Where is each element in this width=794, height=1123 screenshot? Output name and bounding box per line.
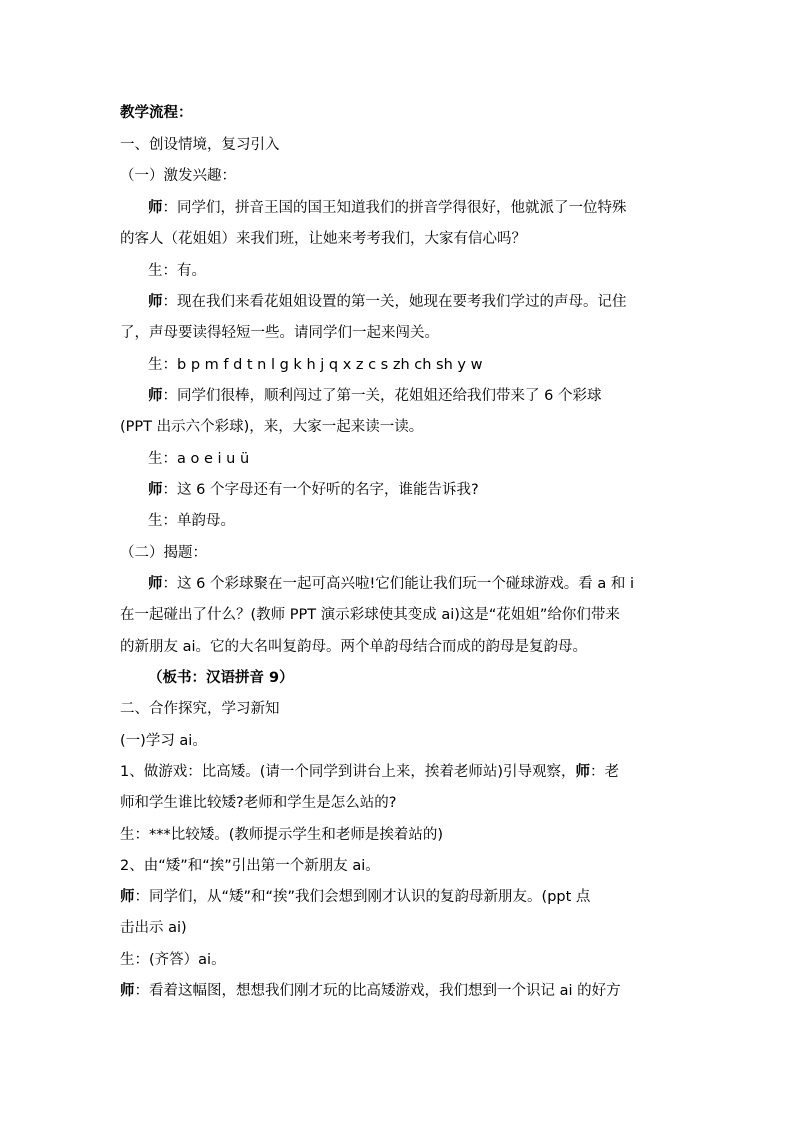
dialogue-text: ：现在我们来看花姐姐设置的第一关，她现在要考我们学过的声母。记住 [162, 294, 627, 310]
dialogue-text: ：单韵母。 [162, 513, 235, 529]
dialogue-text: ：同学们很棒，顺利闯过了第一关，花姐姐还给我们带来了 6 个彩球 [162, 388, 602, 404]
dialogue-text: ：b p m f d t n l g k h j q x z c s zh ch sh y w [162, 357, 483, 373]
dialogue-continuation: 的新朋友 ai。它的大名叫复韵母。两个单韵母结合而成的韵母是复韵母。 [120, 639, 588, 655]
dialogue-text: ：a o e i u ü [162, 451, 250, 467]
activity-text: ：老 [590, 764, 620, 780]
section-2-title: 二、合作探究，学习新知 [120, 701, 280, 717]
activity-text: 1、做游戏：比高矮。(请一个同学到讲台上来，挨着老师站)引导观察， [120, 764, 576, 780]
dialogue-text: ：有。 [162, 263, 206, 279]
dialogue-student-1 [148, 261, 206, 281]
speaker-label: 师 [148, 576, 163, 592]
activity-2: 2、由“矮”和“挨”引出第一个新朋友 ai。 [120, 858, 380, 874]
dialogue-text: ：这 6 个彩球聚在一起可高兴啦!它们能让我们玩一个碰球游戏。看 a 和 i [162, 576, 634, 592]
dialogue-text: ：(齐答）ai。 [134, 952, 226, 968]
speaker-label: 生 [148, 513, 163, 529]
speaker-label: 生 [148, 263, 163, 279]
speaker-label: 师 [120, 983, 135, 999]
speaker-label: 师 [148, 200, 163, 216]
dialogue-text: ：这 6 个字母还有一个好听的名字，谁能告诉我? [162, 482, 479, 498]
speaker-label: 师 [148, 482, 163, 498]
dialogue-teacher-4 [148, 480, 479, 500]
dialogue-teacher-2 [148, 292, 627, 312]
board-note: （板书：汉语拼音 9） [148, 670, 294, 686]
dialogue-continuation: 击出示 ai) [120, 920, 187, 936]
subsection-1a-title: （一）激发兴趣： [120, 168, 236, 184]
dialogue-student-2 [148, 355, 482, 375]
dialogue-student-5 [120, 825, 443, 845]
dialogue-teacher-3 [148, 386, 601, 406]
dialogue-continuation: 了，声母要读得轻短一些。请同学们一起来闯关。 [120, 325, 439, 341]
dialogue-teacher-5 [148, 574, 634, 594]
dialogue-text: ：看着这幅图，想想我们刚才玩的比高矮游戏，我们想到一个识记 ai 的好方 [134, 983, 621, 999]
dialogue-teacher-6 [120, 887, 590, 907]
section-1-title: 一、创设情境，复习引入 [120, 137, 280, 153]
dialogue-teacher-7 [120, 981, 621, 1001]
subsection-1b-title: （二）揭题： [120, 545, 207, 561]
speaker-label: 师 [575, 764, 591, 780]
dialogue-student-4 [148, 511, 235, 531]
subsection-2a-title: (一)学习 ai。 [120, 733, 207, 749]
dialogue-student-3 [148, 449, 249, 469]
dialogue-student-6 [120, 950, 226, 970]
dialogue-continuation: 在一起碰出了什么？(教师 PPT 演示彩球使其变成 ai)这是“花姐姐”给你们带来 [120, 607, 620, 623]
dialogue-teacher-1 [148, 198, 627, 218]
speaker-label: 生 [148, 357, 163, 373]
speaker-label: 生 [120, 827, 135, 843]
doc-heading: 教学流程： [120, 105, 193, 121]
dialogue-text: ：同学们，从“矮”和“挨”我们会想到刚才认识的复韵母新朋友。(ppt 点 [134, 889, 591, 905]
activity-continuation: 师和学生谁比较矮?老师和学生是怎么站的? [120, 795, 397, 811]
dialogue-continuation: (PPT 出示六个彩球)，来，大家一起来读一读。 [120, 419, 424, 435]
dialogue-text: ：同学们，拼音王国的国王知道我们的拼音学得很好，他就派了一位特殊 [162, 200, 627, 216]
dialogue-text: ：***比较矮。(教师提示学生和老师是挨着站的) [134, 827, 444, 843]
speaker-label: 生 [120, 952, 135, 968]
speaker-label: 师 [148, 294, 163, 310]
dialogue-continuation: 的客人（花姐姐）来我们班，让她来考考我们，大家有信心吗？ [120, 231, 526, 247]
speaker-label: 生 [148, 451, 163, 467]
speaker-label: 师 [120, 889, 135, 905]
speaker-label: 师 [148, 388, 163, 404]
activity-1 [120, 762, 619, 782]
